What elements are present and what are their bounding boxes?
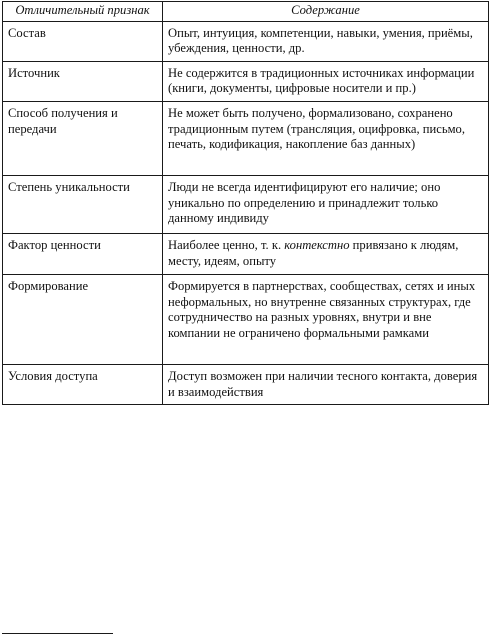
characteristics-table — [2, 1, 489, 405]
row-feature: Источник — [3, 61, 163, 101]
table-row — [3, 175, 489, 233]
row-content: Не содержится в традиционных источниках информации (книги, документы, цифровые носители и пр.) — [163, 61, 489, 101]
row-feature: Условия доступа — [3, 364, 163, 404]
row-content — [163, 233, 489, 274]
row-feature: Степень уникальности — [3, 175, 163, 233]
table-row — [3, 233, 489, 274]
row-content: Доступ возможен при наличии тесного контакта, доверия и взаимодействия — [163, 364, 489, 404]
header-feature: Отличительный признак — [3, 2, 163, 22]
row-content: Не может быть получено, формализовано, сохранено традиционным путем (трансляция, оцифровка, письмо, печать, кодификация, накопление баз данных) — [163, 101, 489, 175]
footnote-separator — [2, 633, 113, 634]
table-row — [3, 61, 489, 101]
row-feature: Фактор ценности — [3, 233, 163, 274]
table-row — [3, 101, 489, 175]
row-content: Формируется в партнерствах, сообществах, сетях и иных неформальных, но внутренне связанных структурах, где сотрудничество на разных уровнях, внутри и вне компании не ограничено формальными рамками — [163, 274, 489, 364]
row-feature: Состав — [3, 21, 163, 61]
table-row — [3, 364, 489, 404]
table-row — [3, 274, 489, 364]
row-content: Опыт, интуиция, компетенции, навыки, умения, приёмы, убеждения, ценности, др. — [163, 21, 489, 61]
content-text: привязано к людям, месту, идеям, опыту — [168, 237, 459, 268]
table-row — [3, 21, 489, 61]
row-feature: Способ получения и передачи — [3, 101, 163, 175]
row-feature: Формирование — [3, 274, 163, 364]
content-emphasis: контекстно — [284, 237, 350, 252]
table-header-row — [3, 2, 489, 22]
row-content: Люди не всегда идентифицируют его наличие; оно уникально по определению и принадлежит только данному индивиду — [163, 175, 489, 233]
header-content: Содержание — [163, 2, 489, 22]
content-text: Наиболее ценно, т. к. — [168, 237, 285, 252]
